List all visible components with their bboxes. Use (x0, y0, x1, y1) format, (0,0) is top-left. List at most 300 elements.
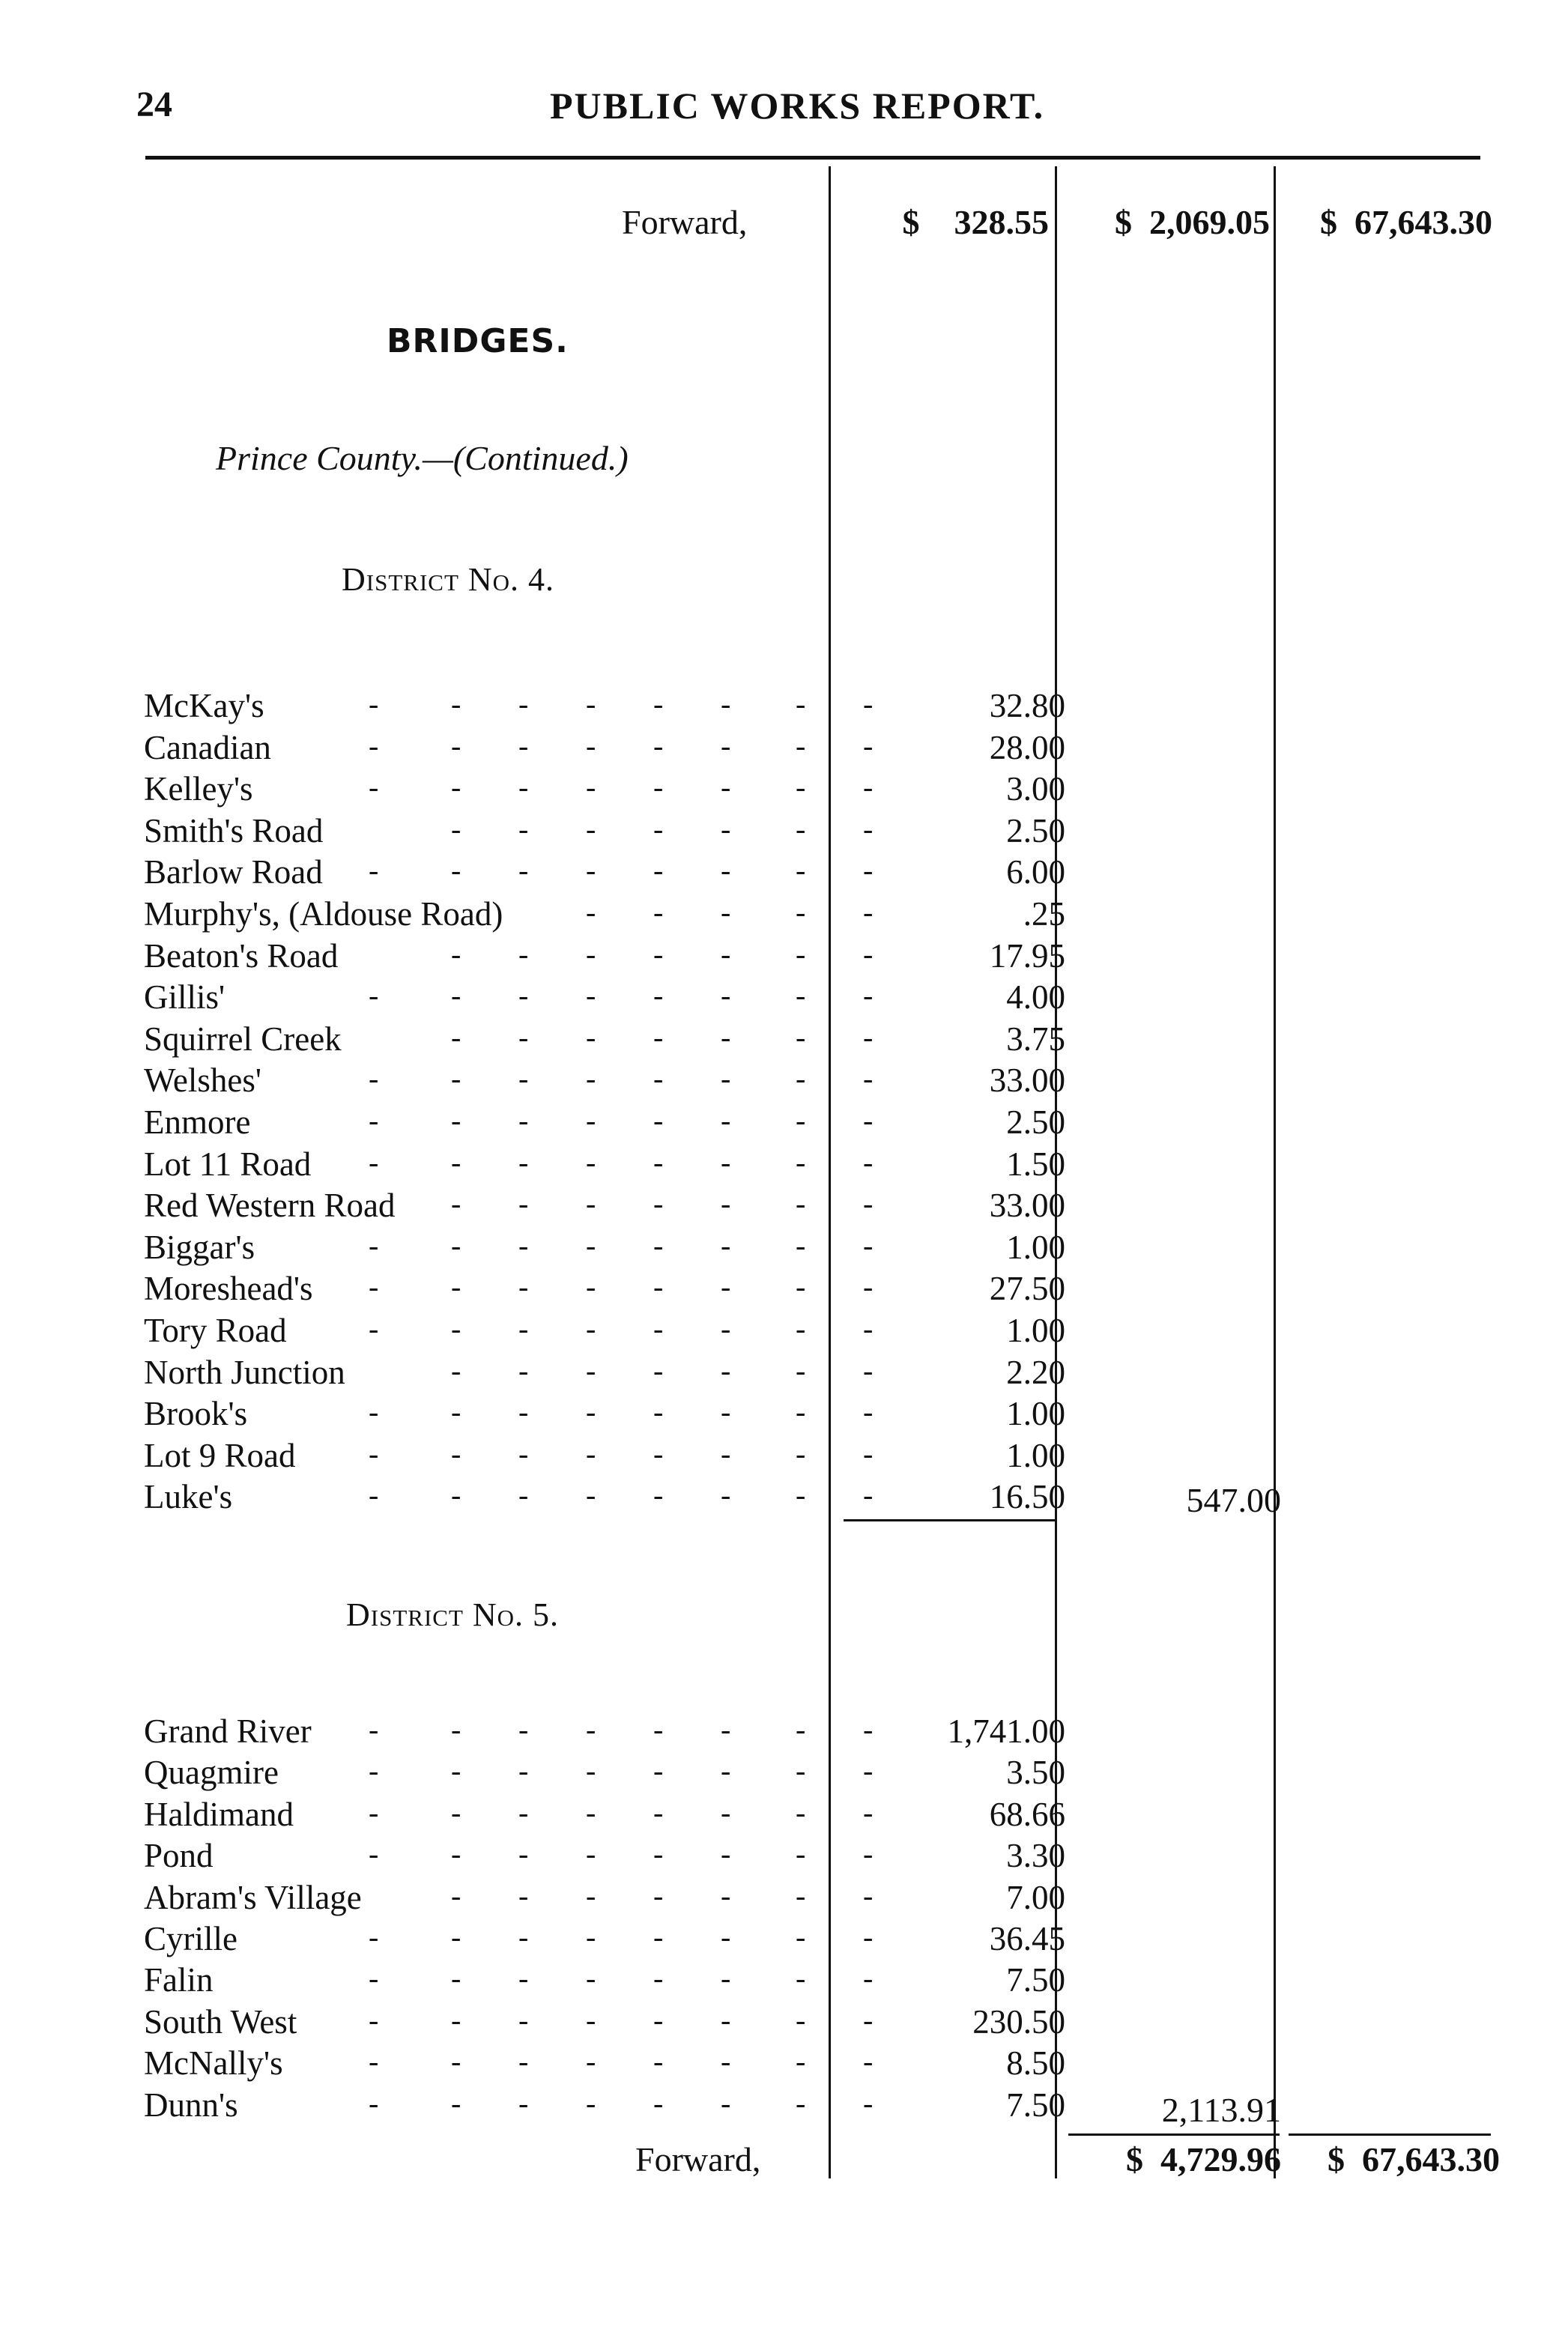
bridge-name: Grand River (144, 1712, 312, 1750)
bridge-amount: 1,741.00 (947, 1712, 1065, 1750)
leader-dash: - (863, 1270, 874, 1304)
bridge-amount: 4.00 (1006, 978, 1065, 1017)
table-row (144, 936, 1065, 978)
leader-dash: - (586, 853, 596, 888)
leader-dash: - (586, 811, 596, 846)
page-number: 24 (136, 85, 172, 124)
table-row (144, 1311, 1065, 1353)
bridge-amount: 230.50 (972, 2002, 1065, 2041)
leader-dash: - (796, 1837, 806, 1871)
leader-dash: - (721, 1436, 731, 1471)
leader-dash: - (369, 1754, 379, 1788)
bridge-amount: 68.66 (989, 1795, 1065, 1833)
leader-dash: - (369, 2086, 379, 2120)
leader-dash: - (721, 1103, 731, 1137)
leader-dash: - (721, 770, 731, 805)
table-row (144, 2086, 1065, 2127)
table-row (144, 852, 1065, 894)
leader-dash: - (863, 1478, 874, 1512)
table-row (144, 978, 1065, 1020)
leader-dash: - (653, 1187, 664, 1221)
table-row (144, 1836, 1065, 1878)
district-4-heading: District No. 4. (342, 561, 555, 598)
leader-dash: - (451, 1795, 461, 1829)
leader-dash: - (369, 1312, 379, 1345)
leader-dash: - (451, 2086, 461, 2120)
leader-dash: - (518, 1712, 529, 1746)
leader-dash: - (721, 1020, 731, 1054)
bridge-name: Lot 9 Road (144, 1436, 296, 1474)
leader-dash: - (721, 1061, 731, 1096)
leader-dash: - (863, 811, 874, 846)
table-row (144, 2044, 1065, 2086)
leader-dash: - (451, 2002, 461, 2037)
table-row (144, 1795, 1065, 1837)
bridge-amount: 1.00 (1006, 1312, 1065, 1349)
leader-dash: - (796, 2044, 806, 2079)
leader-dash: - (863, 1020, 874, 1054)
table-row (144, 894, 1065, 936)
leader-dash: - (586, 1145, 596, 1179)
leader-dash: - (863, 853, 874, 888)
forward-label-bottom: Forward, (635, 2140, 761, 2178)
section-title: BRIDGES. (387, 322, 569, 360)
leader-dash: - (451, 728, 461, 763)
leader-dash: - (518, 2002, 529, 2037)
bridge-name: Biggar's (144, 1228, 255, 1266)
leader-dash: - (369, 853, 379, 888)
leader-dash: - (586, 728, 596, 763)
leader-dash: - (863, 1145, 874, 1179)
leader-dash: - (653, 1920, 664, 1954)
leader-dash: - (796, 1187, 806, 1221)
leader-dash: - (451, 1436, 461, 1471)
bridge-name: Moreshead's (144, 1270, 313, 1308)
leader-dash: - (586, 1395, 596, 1429)
leader-dash: - (451, 1061, 461, 1096)
leader-dash: - (369, 1228, 379, 1262)
leader-dash: - (586, 1878, 596, 1912)
forward-label-top: Forward, (622, 203, 748, 241)
bridge-name: Cyrille (144, 1920, 237, 1957)
leader-dash: - (451, 1395, 461, 1429)
leader-dash: - (586, 1961, 596, 1996)
leader-dash: - (796, 2002, 806, 2037)
leader-dash: - (518, 936, 529, 971)
section-subtitle: Prince County.—(Continued.) (216, 439, 629, 477)
leader-dash: - (863, 1312, 874, 1345)
leader-dash: - (451, 1920, 461, 1954)
leader-dash: - (653, 1103, 664, 1137)
leader-dash: - (369, 687, 379, 721)
leader-dash: - (451, 1187, 461, 1221)
forward-top-col2: $ 2,069.05 (1115, 203, 1270, 241)
leader-dash: - (451, 1478, 461, 1512)
leader-dash: - (518, 1312, 529, 1345)
leader-dash: - (586, 1795, 596, 1829)
leader-dash: - (369, 1270, 379, 1304)
leader-dash: - (653, 811, 664, 846)
leader-dash: - (518, 1478, 529, 1512)
table-row (144, 1228, 1065, 1270)
leader-dash: - (653, 2086, 664, 2120)
leader-dash: - (796, 1754, 806, 1788)
leader-dash: - (451, 770, 461, 805)
leader-dash: - (518, 1228, 529, 1262)
leader-dash: - (863, 770, 874, 805)
leader-dash: - (653, 1312, 664, 1345)
leader-dash: - (653, 1837, 664, 1871)
leader-dash: - (518, 1187, 529, 1221)
leader-dash: - (369, 728, 379, 763)
leader-dash: - (653, 728, 664, 763)
leader-dash: - (796, 1312, 806, 1345)
bridge-name: Murphy's, (Aldouse Road) (144, 895, 503, 933)
table-row (144, 2002, 1065, 2044)
leader-dash: - (796, 1020, 806, 1054)
bottom-rule-col2 (1068, 2133, 1280, 2136)
leader-dash: - (451, 1754, 461, 1788)
bridge-name: Barlow Road (144, 853, 323, 891)
leader-dash: - (586, 895, 596, 929)
bridge-amount: 33.00 (989, 1061, 1065, 1100)
leader-dash: - (653, 770, 664, 805)
leader-dash: - (518, 2086, 529, 2120)
bridge-amount: 3.50 (1006, 1754, 1065, 1792)
forward-top-col3: $ 67,643.30 (1320, 203, 1492, 241)
bridge-name: Dunn's (144, 2086, 238, 2124)
leader-dash: - (721, 936, 731, 971)
leader-dash: - (586, 1061, 596, 1096)
leader-dash: - (586, 2002, 596, 2037)
table-row (144, 686, 1065, 728)
table-row (144, 1919, 1065, 1961)
leader-dash: - (721, 895, 731, 929)
leader-dash: - (653, 1754, 664, 1788)
leader-dash: - (518, 1878, 529, 1912)
leader-dash: - (796, 811, 806, 846)
leader-dash: - (451, 1353, 461, 1387)
leader-dash: - (721, 1712, 731, 1746)
leader-dash: - (369, 1478, 379, 1512)
table-row (144, 1145, 1065, 1187)
leader-dash: - (796, 895, 806, 929)
bridge-name: Lot 11 Road (144, 1145, 312, 1183)
bridge-amount: 7.50 (1006, 1961, 1065, 1999)
leader-dash: - (653, 895, 664, 929)
leader-dash: - (796, 1145, 806, 1179)
leader-dash: - (863, 1395, 874, 1429)
table-row (144, 1712, 1065, 1754)
leader-dash: - (721, 1961, 731, 1996)
leader-dash: - (369, 1436, 379, 1471)
leader-dash: - (721, 2086, 731, 2120)
leader-dash: - (721, 1270, 731, 1304)
leader-dash: - (863, 2044, 874, 2079)
bridge-amount: 32.80 (989, 687, 1065, 724)
leader-dash: - (653, 1353, 664, 1387)
bridge-name: North Junction (144, 1353, 345, 1391)
leader-dash: - (721, 853, 731, 888)
leader-dash: - (586, 1312, 596, 1345)
leader-dash: - (796, 1961, 806, 1996)
leader-dash: - (586, 1353, 596, 1387)
leader-dash: - (863, 1920, 874, 1954)
table-row (144, 1103, 1065, 1145)
bridge-amount: 3.00 (1006, 770, 1065, 808)
leader-dash: - (451, 1020, 461, 1054)
leader-dash: - (796, 728, 806, 763)
leader-dash: - (586, 687, 596, 721)
leader-dash: - (369, 1145, 379, 1179)
bridge-name: Tory Road (144, 1312, 287, 1349)
bridge-name: Enmore (144, 1103, 251, 1141)
leader-dash: - (721, 1395, 731, 1429)
leader-dash: - (586, 936, 596, 971)
leader-dash: - (451, 2044, 461, 2079)
bridge-name: South West (144, 2002, 297, 2041)
leader-dash: - (721, 1478, 731, 1512)
leader-dash: - (796, 1103, 806, 1137)
bridge-name: Smith's Road (144, 811, 324, 849)
leader-dash: - (369, 2002, 379, 2037)
leader-dash: - (796, 1920, 806, 1954)
leader-dash: - (863, 1353, 874, 1387)
leader-dash: - (796, 1270, 806, 1304)
leader-dash: - (796, 2086, 806, 2120)
bridge-name: Brook's (144, 1395, 248, 1433)
leader-dash: - (863, 895, 874, 929)
leader-dash: - (721, 1228, 731, 1262)
table-row (144, 1477, 1065, 1519)
leader-dash: - (518, 687, 529, 721)
bridge-amount: 27.50 (989, 1270, 1065, 1308)
leader-dash: - (518, 1920, 529, 1954)
bridge-amount: 33.00 (989, 1187, 1065, 1225)
table-row (144, 1020, 1065, 1061)
leader-dash: - (863, 1795, 874, 1829)
leader-dash: - (369, 1395, 379, 1429)
leader-dash: - (369, 1920, 379, 1954)
leader-dash: - (586, 1920, 596, 1954)
leader-dash: - (451, 1961, 461, 1996)
leader-dash: - (796, 1878, 806, 1912)
leader-dash: - (451, 1145, 461, 1179)
bridge-amount: 17.95 (989, 936, 1065, 975)
table-row (144, 811, 1065, 853)
leader-dash: - (518, 1795, 529, 1829)
leader-dash: - (586, 1478, 596, 1512)
leader-dash: - (451, 978, 461, 1013)
leader-dash: - (369, 770, 379, 805)
bridge-amount: 2.50 (1006, 1103, 1065, 1141)
leader-dash: - (586, 1020, 596, 1054)
leader-dash: - (518, 770, 529, 805)
leader-dash: - (586, 1754, 596, 1788)
bridge-amount: 7.00 (1006, 1878, 1065, 1916)
forward-top-col1: $ 328.55 (902, 203, 1049, 241)
leader-dash: - (518, 1837, 529, 1871)
leader-dash: - (796, 1436, 806, 1471)
leader-dash: - (863, 1712, 874, 1746)
leader-dash: - (721, 1754, 731, 1788)
leader-dash: - (653, 1961, 664, 1996)
district-5-heading: District No. 5. (346, 1596, 560, 1633)
leader-dash: - (586, 1712, 596, 1746)
district-4-total: 547.00 (1186, 1481, 1281, 1519)
leader-dash: - (518, 978, 529, 1013)
leader-dash: - (586, 1103, 596, 1137)
leader-dash: - (721, 1312, 731, 1345)
bridge-name: McNally's (144, 2044, 283, 2083)
leader-dash: - (721, 1837, 731, 1871)
leader-dash: - (796, 853, 806, 888)
leader-dash: - (653, 1020, 664, 1054)
leader-dash: - (653, 1061, 664, 1096)
table-row (144, 1753, 1065, 1795)
bridge-name: Red Western Road (144, 1187, 396, 1225)
table-row (144, 769, 1065, 811)
leader-dash: - (451, 1103, 461, 1137)
table-row (144, 1353, 1065, 1395)
bridge-name: Canadian (144, 728, 271, 766)
leader-dash: - (863, 1878, 874, 1912)
leader-dash: - (721, 1187, 731, 1221)
header-rule (145, 156, 1480, 160)
bridge-name: Kelley's (144, 770, 253, 808)
leader-dash: - (451, 1878, 461, 1912)
leader-dash: - (369, 1961, 379, 1996)
leader-dash: - (863, 2086, 874, 2120)
leader-dash: - (796, 770, 806, 805)
bridge-name: Luke's (144, 1478, 233, 1516)
bridge-amount: .25 (1023, 895, 1065, 933)
leader-dash: - (863, 2002, 874, 2037)
leader-dash: - (518, 1061, 529, 1096)
table-row (144, 1960, 1065, 2002)
leader-dash: - (796, 1353, 806, 1387)
bridge-name: Beaton's Road (144, 936, 339, 975)
bottom-rule-col3 (1289, 2133, 1491, 2136)
leader-dash: - (653, 1145, 664, 1179)
leader-dash: - (721, 978, 731, 1013)
leader-dash: - (796, 687, 806, 721)
forward-bottom-col2: $ 4,729.96 (1126, 2140, 1281, 2178)
bridge-amount: 3.75 (1006, 1020, 1065, 1058)
bridge-amount: 1.00 (1006, 1395, 1065, 1433)
leader-dash: - (518, 1145, 529, 1179)
leader-dash: - (369, 1103, 379, 1137)
leader-dash: - (863, 1061, 874, 1096)
leader-dash: - (451, 687, 461, 721)
district-4-subtotal-rule (844, 1519, 1055, 1521)
bridge-amount: 2.50 (1006, 811, 1065, 849)
leader-dash: - (863, 978, 874, 1013)
leader-dash: - (721, 728, 731, 763)
leader-dash: - (653, 2002, 664, 2037)
table-row (144, 1394, 1065, 1436)
column-rule-3 (1274, 166, 1276, 2178)
table-row (144, 1061, 1065, 1103)
leader-dash: - (369, 978, 379, 1013)
leader-dash: - (863, 728, 874, 763)
leader-dash: - (721, 2002, 731, 2037)
leader-dash: - (796, 1478, 806, 1512)
leader-dash: - (653, 1270, 664, 1304)
leader-dash: - (451, 1312, 461, 1345)
leader-dash: - (863, 936, 874, 971)
bridge-name: Abram's Village (144, 1878, 362, 1916)
leader-dash: - (653, 1795, 664, 1829)
leader-dash: - (721, 1920, 731, 1954)
leader-dash: - (653, 1228, 664, 1262)
leader-dash: - (369, 2044, 379, 2079)
leader-dash: - (653, 853, 664, 888)
leader-dash: - (518, 1961, 529, 1996)
table-row (144, 1186, 1065, 1228)
page-title: PUBLIC WORKS REPORT. (550, 85, 1045, 127)
leader-dash: - (653, 687, 664, 721)
leader-dash: - (369, 1837, 379, 1871)
leader-dash: - (518, 1754, 529, 1788)
bridge-amount: 28.00 (989, 728, 1065, 766)
leader-dash: - (653, 978, 664, 1013)
leader-dash: - (451, 1837, 461, 1871)
leader-dash: - (863, 1103, 874, 1137)
leader-dash: - (653, 1436, 664, 1471)
leader-dash: - (653, 936, 664, 971)
bridge-name: Gillis' (144, 978, 225, 1017)
leader-dash: - (796, 1061, 806, 1096)
bridge-amount: 2.20 (1006, 1353, 1065, 1391)
leader-dash: - (796, 1395, 806, 1429)
leader-dash: - (721, 1795, 731, 1829)
bridge-amount: 1.00 (1006, 1228, 1065, 1266)
leader-dash: - (518, 1103, 529, 1137)
leader-dash: - (586, 770, 596, 805)
table-row (144, 1269, 1065, 1311)
leader-dash: - (721, 1145, 731, 1179)
leader-dash: - (369, 1795, 379, 1829)
leader-dash: - (586, 1270, 596, 1304)
bridge-amount: 1.00 (1006, 1436, 1065, 1474)
leader-dash: - (721, 1878, 731, 1912)
leader-dash: - (653, 1878, 664, 1912)
bridge-amount: 16.50 (989, 1478, 1065, 1516)
leader-dash: - (451, 853, 461, 888)
leader-dash: - (653, 1712, 664, 1746)
leader-dash: - (721, 1353, 731, 1387)
leader-dash: - (518, 811, 529, 846)
leader-dash: - (518, 728, 529, 763)
leader-dash: - (586, 1228, 596, 1262)
bridge-name: Falin (144, 1961, 214, 1999)
leader-dash: - (721, 811, 731, 846)
leader-dash: - (518, 1436, 529, 1471)
district-5-total: 2,113.91 (1161, 2091, 1281, 2129)
leader-dash: - (653, 1478, 664, 1512)
leader-dash: - (518, 853, 529, 888)
table-row (144, 728, 1065, 770)
leader-dash: - (721, 2044, 731, 2079)
bridge-name: Pond (144, 1837, 214, 1875)
leader-dash: - (451, 936, 461, 971)
leader-dash: - (863, 1228, 874, 1262)
leader-dash: - (518, 1020, 529, 1054)
leader-dash: - (863, 1961, 874, 1996)
leader-dash: - (451, 1270, 461, 1304)
leader-dash: - (586, 1436, 596, 1471)
